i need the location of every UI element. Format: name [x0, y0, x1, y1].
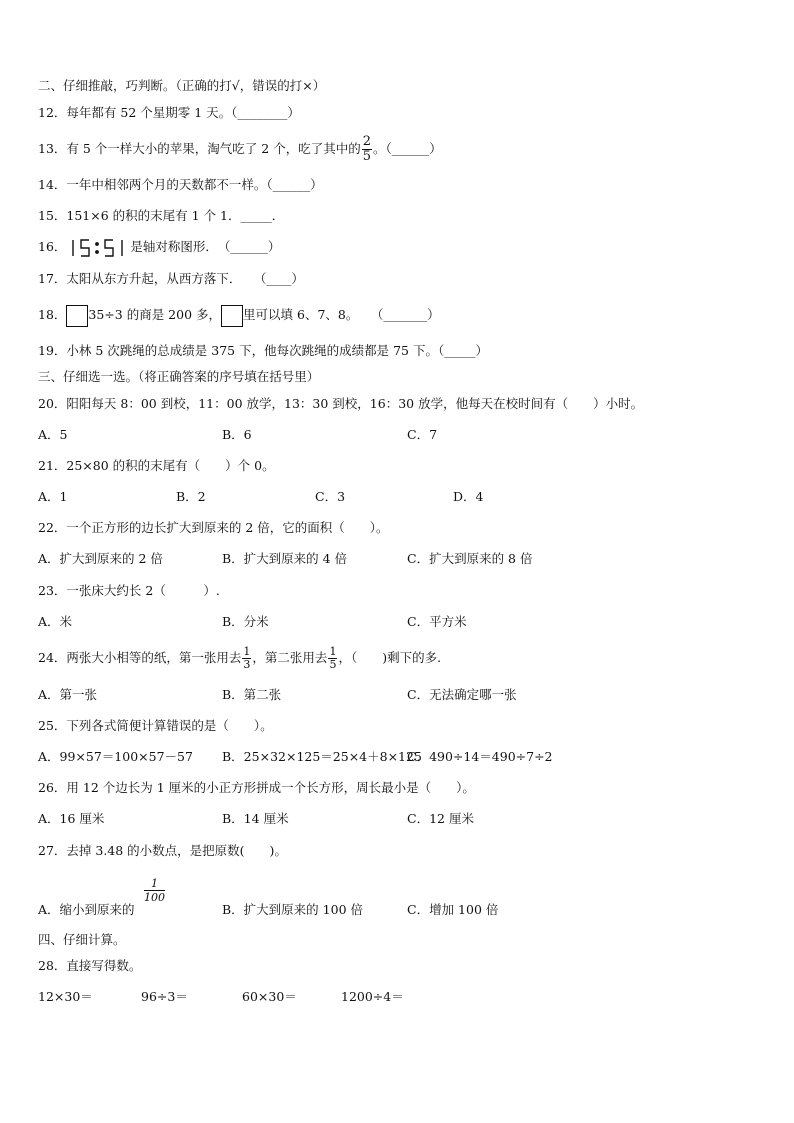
question-13-text: 13．有 5 个一样大小的苹果，淘气吃了 2 个，吃了其中的 — [38, 141, 361, 156]
question-25-stem: 25．下列各式简便计算错误的是（ ）。 — [38, 718, 273, 733]
question-25-option-b: B．25×32×125＝25×4＋8×125 — [222, 749, 422, 764]
question-16-text: 是轴对称图形． （______） — [130, 239, 281, 254]
question-13 — [38, 132, 442, 166]
question-27-option-a: A．缩小到原来的 — [38, 902, 135, 917]
question-21-option-c: C．3 — [315, 489, 346, 504]
question-25-option-a: A．99×57＝100×57－57 — [38, 749, 193, 764]
question-24-tail: ，（ )剩下的多. — [338, 650, 442, 665]
calc-expression-4: 1200÷4＝ — [341, 989, 404, 1004]
question-26-option-b: B．14 厘米 — [222, 811, 289, 826]
question-16-number: 16． — [38, 239, 67, 254]
question-24-text: 24．两张大小相等的纸，第一张用去 — [38, 650, 242, 665]
section-heading-2: 二、仔细推敲，巧判断。（正确的打√，错误的打×） — [38, 78, 326, 93]
question-22-option-a: A．扩大到原来的 2 倍 — [38, 551, 163, 566]
question-24-option-a: A．第一张 — [38, 687, 98, 702]
question-13-blank: 。（______） — [373, 141, 442, 156]
question-23-option-a: A．米 — [38, 614, 73, 629]
calc-expression-3: 60×30＝ — [242, 989, 297, 1004]
question-17: 17．太阳从东方升起，从西方落下． （____） — [38, 271, 304, 286]
question-18-text: 35÷3 的商是 200 多， — [88, 307, 222, 322]
question-20-option-a: A．5 — [38, 427, 68, 442]
question-22-option-c: C．扩大到原来的 8 倍 — [407, 551, 533, 566]
fraction-1-3: $\frac{1}{3}$ — [243, 645, 251, 671]
question-23-option-b: B．分米 — [222, 614, 269, 629]
question-26-stem: 26．用 12 个边长为 1 厘米的小正方形拼成一个长方形，周长最小是（ ）。 — [38, 780, 475, 795]
question-20-option-c: C．7 — [407, 427, 438, 442]
question-24-option-b: B．第二张 — [222, 687, 282, 702]
question-18-number: 18． — [38, 307, 67, 322]
question-24-mid: ，第二张用去 — [252, 650, 328, 665]
fraction-2-5: $\frac{2}{5}$ — [362, 134, 371, 164]
question-19: 19．小林 5 次跳绳的总成绩是 375 下，他每次跳绳的成绩都是 75 下。（_____） — [38, 343, 488, 358]
question-21-option-b: B．2 — [176, 489, 206, 504]
fraction-1-100: $\frac{1}{100}$ — [144, 877, 165, 904]
fraction-1-5: $\frac{1}{5}$ — [329, 645, 337, 671]
question-14: 14．一年中相邻两个月的天数都不一样。（______） — [38, 177, 323, 192]
question-23-option-c: C．平方米 — [407, 614, 467, 629]
question-25-option-c: C．490÷14＝490÷7÷2 — [407, 749, 553, 764]
digital-clock-15-5-icon — [70, 238, 126, 258]
question-16 — [38, 236, 280, 258]
question-22-option-b: B．扩大到原来的 4 倍 — [222, 551, 348, 566]
question-27-stem: 27．去掉 3.48 的小数点，是把原数( )。 — [38, 843, 287, 858]
question-15: 15．151×6 的积的末尾有 1 个 1．_____． — [38, 208, 285, 223]
question-21-stem: 21．25×80 的积的末尾有（ ）个 0。 — [38, 458, 275, 473]
question-23-stem: 23．一张床大约长 2（ ）. — [38, 583, 220, 598]
question-26-option-c: C．12 厘米 — [407, 811, 474, 826]
calc-expression-1: 12×30＝ — [38, 989, 93, 1004]
question-24-stem — [38, 644, 441, 672]
question-18-tail: 里可以填 6、7、8。 （_______） — [243, 307, 440, 322]
blank-box-2 — [221, 305, 243, 327]
question-20-stem: 20．阳阳每天 8：00 到校，11：00 放学，13：30 到校，16：30 放学，他每天在校时间有（ ）小时。 — [38, 396, 644, 411]
question-21-option-a: A．1 — [38, 489, 68, 504]
calc-expression-2: 96÷3＝ — [141, 989, 188, 1004]
section-heading-4: 四、仔细计算。 — [38, 932, 126, 947]
question-27-option-b: B．扩大到原来的 100 倍 — [222, 902, 363, 917]
question-27-option-c: C．增加 100 倍 — [407, 902, 499, 917]
question-26-option-a: A．16 厘米 — [38, 811, 105, 826]
question-18 — [38, 302, 440, 328]
question-24-option-c: C．无法确定哪一张 — [407, 687, 517, 702]
question-12: 12．每年都有 52 个星期零 1 天。（________） — [38, 105, 300, 120]
section-heading-3: 三、仔细选一选。（将正确答案的序号填在括号里） — [38, 369, 320, 384]
question-21-option-d: D．4 — [453, 489, 484, 504]
question-20-option-b: B．6 — [222, 427, 252, 442]
blank-box-1 — [66, 305, 88, 327]
question-28-stem: 28．直接写得数。 — [38, 958, 142, 973]
question-22-stem: 22．一个正方形的边长扩大到原来的 2 倍，它的面积（ ）。 — [38, 520, 389, 535]
